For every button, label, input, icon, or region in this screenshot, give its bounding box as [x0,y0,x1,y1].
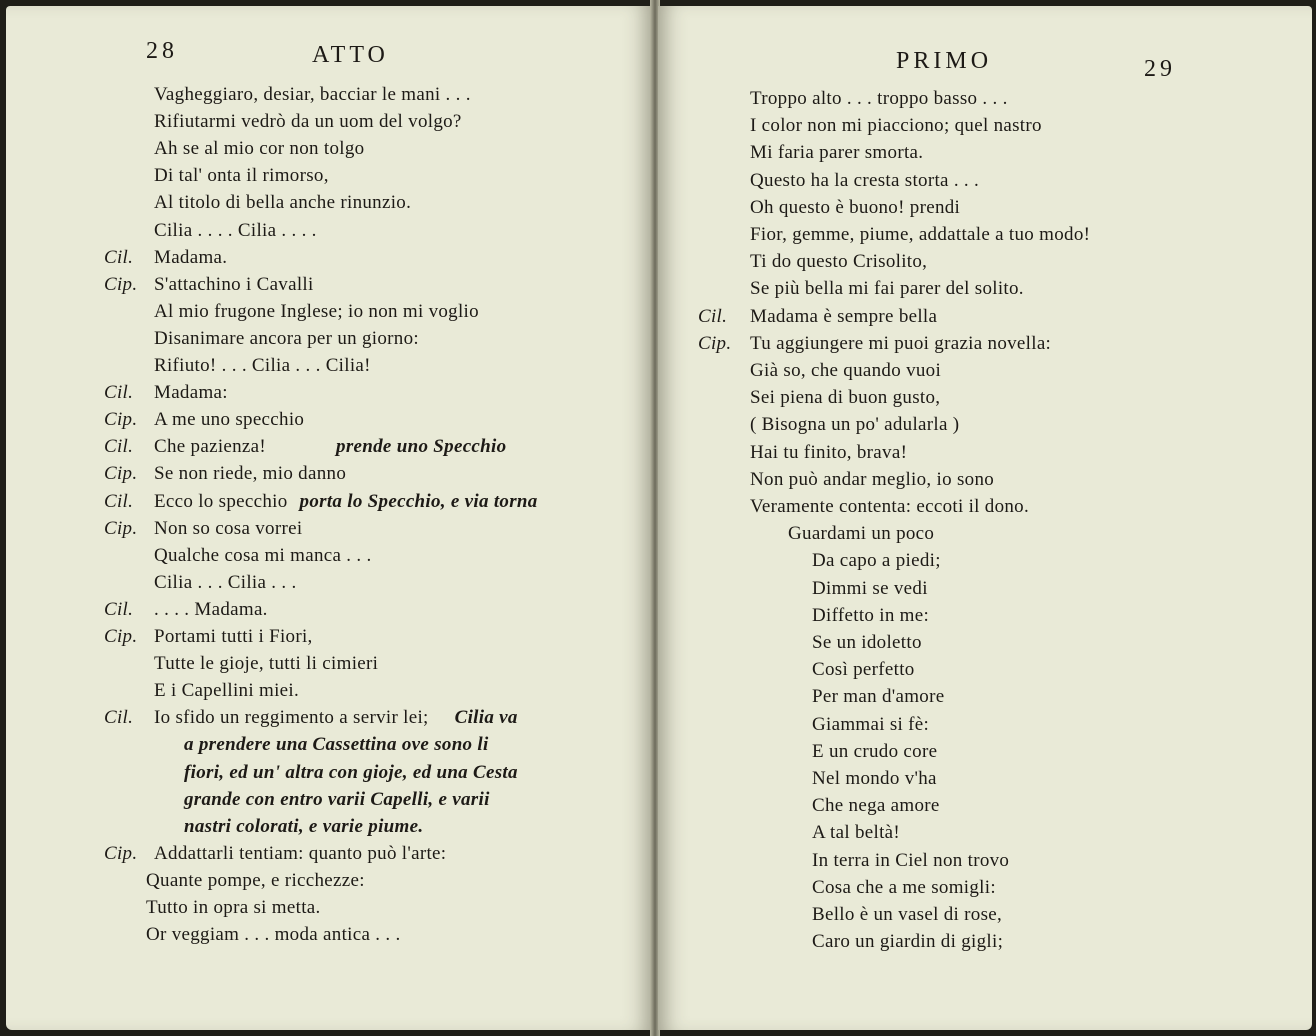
verse-text: Di tal' onta il rimorso, [154,165,329,187]
text-line [698,170,979,192]
verse-text: Da capo a piedi; [812,550,941,572]
speaker-label: Cip. [104,626,138,647]
text-line [104,870,365,892]
verse-text: Fior, gemme, piume, addattale a tuo modo! [750,224,1091,245]
text-line [698,768,937,790]
speaker-label: Cil. [104,382,134,404]
text-line [698,605,929,627]
verse-text: Cosa che a me somigli: [812,876,996,898]
verse-text: Io sfido un reggimento a servir lei; [154,707,429,729]
verse-text: Diffetto in me: [812,604,930,626]
text-line [698,659,915,681]
verse-text: In terra in Ciel non trovo [812,849,1010,871]
verse-text: Così perfetto [812,659,915,681]
speaker-label: Cil. [698,305,728,327]
verse-text: Rifiutarmi vedrò da un uom del volgo? [154,111,462,133]
speaker-label: Cip. [104,273,138,295]
text-line [698,88,1008,110]
right-page [658,6,1312,1030]
verse-text: Se non riede, mio danno [154,463,347,485]
verse-text: Tutte le gioje, tutti li cimieri [154,653,379,675]
verse-text: E i Capellini miei. [154,680,300,702]
verse-text: Già so, che quando vuoi [750,360,942,381]
verse-text: Caro un giardin di gigli; [812,931,1004,953]
text-line [698,442,907,464]
text-line [104,301,479,323]
verse-text: I color non mi piacciono; quel nastro [750,115,1042,137]
verse-text: Questo ha la cresta storta . . . [750,169,980,191]
text-line [698,877,996,899]
verse-text: ( Bisogna un po' adularla ) [750,414,960,436]
text-line [698,387,940,409]
verse-text: Bello è un vasel di rose, [812,904,1003,925]
verse-text: Addattarli tentiam: quanto può l'arte: [154,842,447,864]
verse-text: . . . . Madama. [154,598,268,620]
verse-text: Madama. [154,246,228,268]
text-line [104,789,490,811]
verse-text: Disanimare ancora per un giorno: [154,327,419,349]
text-line [104,599,268,621]
text-line [104,328,419,350]
text-line [104,518,302,540]
text-line [104,138,364,160]
text-line [104,111,462,133]
verse-text: Veramente contenta: eccoti il dono. [750,496,1030,517]
page-number: 29 [1144,56,1176,82]
verse-text: Portami tutti i Fiori, [154,626,313,647]
verse-text: A tal beltà! [812,822,901,844]
text-line [698,904,1002,926]
verse-text: Hai tu finito, brava! [750,441,908,463]
verse-text: Se più bella mi fai parer del solito. [750,278,1024,300]
verse-text: Non può andar meglio, io sono [750,468,995,490]
text-line [104,355,371,377]
text-line [104,707,518,729]
text-line [104,653,378,675]
verse-text: Che nega amore [812,795,940,817]
verse-text: Al titolo di bella anche rinunzio. [154,192,412,214]
text-line [104,680,299,702]
verse-text: Rifiuto! . . . Cilia . . . Cilia! [154,355,371,376]
verse-text: Madama è sempre bella [750,305,938,327]
stage-direction: prende uno Specchio [336,436,507,458]
text-line [698,115,1042,137]
running-header: PRIMO [896,48,993,74]
text-line [104,192,411,214]
text-line [698,469,994,491]
text-line [104,491,538,513]
verse-text: Tu aggiungere mi puoi grazia novella: [750,332,1052,354]
text-line [698,632,922,654]
speaker-label: Cil. [104,707,134,729]
text-line [104,436,506,458]
verse-text: Madama: [154,382,228,404]
text-line [698,142,923,164]
verse-text: Dimmi se vedi [812,577,928,599]
verse-text: Giammai si fè: [812,713,930,735]
text-line [698,931,1003,953]
text-line [104,409,304,431]
verse-text: Sei piena di buon gusto, [750,387,941,409]
verse-text: A me uno specchio [154,409,305,431]
text-line [104,734,489,756]
verse-text: Cilia . . . . Cilia . . . . [154,219,317,241]
stage-direction: fiori, ed un' altra con gioje, ed una Cesta [184,761,518,783]
text-line [698,523,934,545]
text-line [104,816,423,838]
page-number: 28 [146,38,178,64]
text-line [698,822,900,844]
text-line [698,550,941,572]
stage-direction: nastri colorati, e varie piume. [184,815,424,837]
text-line [104,924,401,946]
text-line [698,496,1029,518]
text-line [698,197,960,219]
verse-text: Nel mondo v'ha [812,768,937,789]
text-line [104,220,317,242]
speaker-label: Cip. [104,517,138,539]
verse-text: Al mio frugone Inglese; io non mi voglio [154,300,479,322]
text-line [104,247,227,269]
text-line [104,572,297,594]
verse-text: Ecco lo specchio [154,490,288,512]
stage-direction: grande con entro varii Capelli, e varii [184,788,490,810]
stage-direction: porta lo Specchio, e via torna [299,490,538,512]
verse-text: Non so cosa vorrei [154,517,303,539]
text-line [698,360,941,382]
text-line [104,843,446,865]
verse-text: Troppo alto . . . troppo basso . . . [750,88,1008,109]
verse-text: Mi faria parer smorta. [750,142,924,164]
text-line [104,463,346,485]
stage-direction: Cilia va [454,707,518,729]
speaker-label: Cil. [104,246,134,268]
verse-text: Che pazienza! [154,436,267,458]
speaker-label: Cip. [104,409,138,431]
speaker-label: Cip. [698,332,732,354]
speaker-label: Cil. [104,490,134,512]
text-line [698,714,929,736]
verse-text: S'attachino i Cavalli [154,273,314,295]
verse-text: Ah se al mio cor non tolgo [154,138,365,160]
verse-text: Qualche cosa mi manca . . . [154,544,372,566]
verse-text: Oh questo è buono! prendi [750,196,961,218]
stage-direction: a prendere una Cassettina ove sono li [184,734,489,756]
verse-text: Per man d'amore [812,686,945,708]
verse-text: Ti do questo Crisolito, [750,251,928,273]
speaker-label: Cip. [104,842,138,864]
left-page [6,6,652,1030]
verse-text: Cilia . . . Cilia . . . [154,571,297,593]
text-line [104,762,518,784]
speaker-label: Cip. [104,463,138,485]
verse-text: Quante pompe, e ricchezze: [146,869,365,891]
text-line [698,251,927,273]
speaker-label: Cil. [104,598,134,620]
text-line [104,626,313,648]
text-line [698,795,940,817]
text-line [698,278,1024,300]
running-header: ATTO [312,42,389,68]
speaker-label: Cil. [104,436,134,458]
text-line [104,897,321,919]
text-line [104,165,329,187]
verse-text: Or veggiam . . . moda antica . . . [146,924,401,946]
text-line [698,686,944,708]
verse-text: E un crudo core [812,740,938,762]
text-line [698,224,1090,246]
text-line [698,578,928,600]
text-line [104,382,228,404]
text-line [698,333,1051,355]
text-line [698,850,1009,872]
text-line [104,274,314,296]
verse-text: Tutto in opra si metta. [146,897,321,918]
text-line [104,84,471,106]
verse-text: Se un idoletto [812,632,922,653]
text-line [698,741,937,763]
text-line [104,545,372,567]
text-line [698,414,959,436]
verse-text: Guardami un poco [788,523,935,545]
verse-text: Vagheggiaro, desiar, bacciar le mani . . . [154,84,471,105]
text-line [698,306,937,328]
